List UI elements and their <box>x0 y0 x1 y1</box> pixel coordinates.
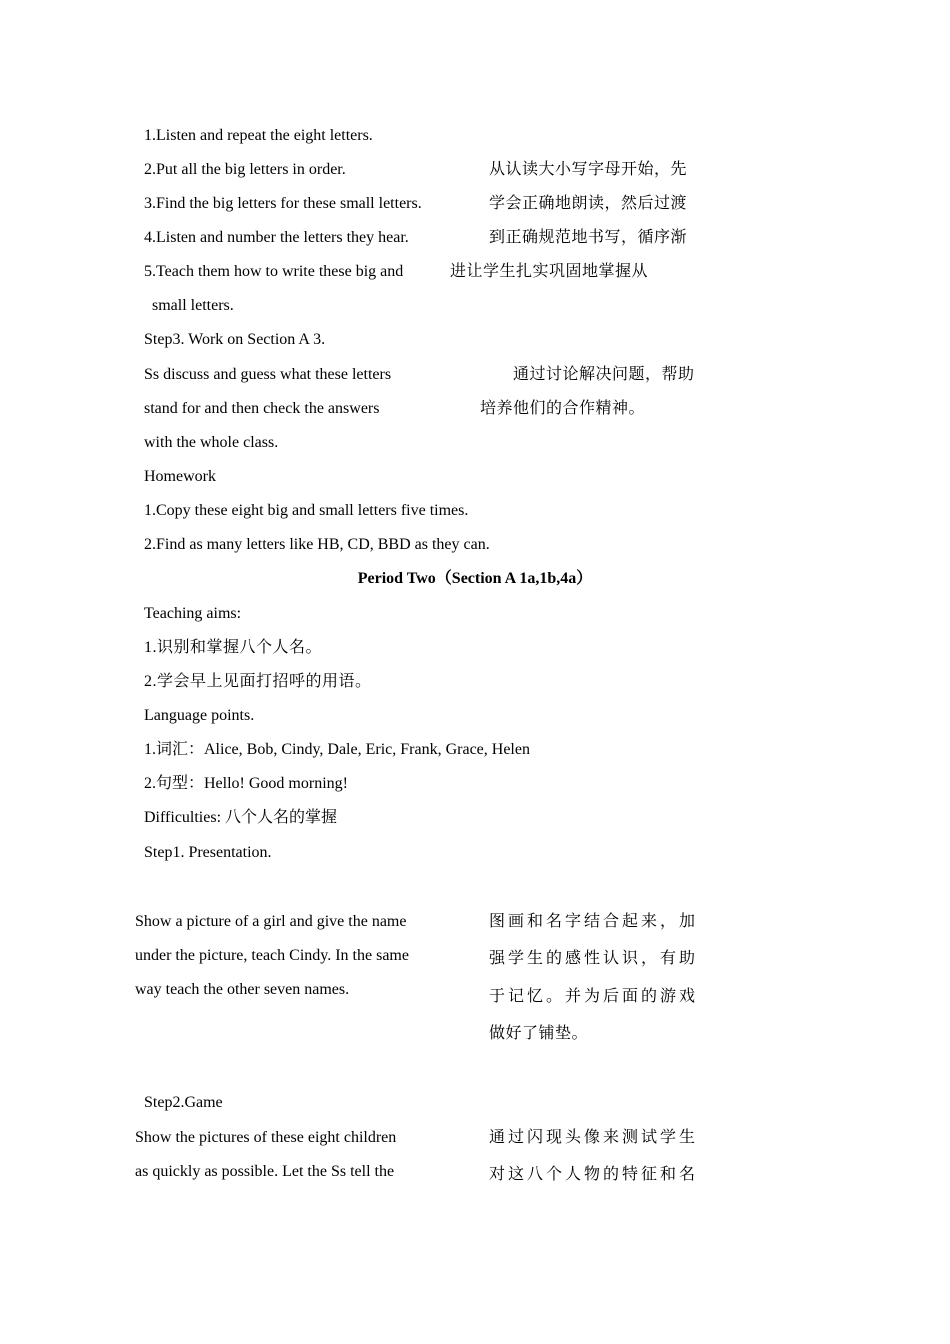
step1-note-line-2: 强学生的感性认识，有助 <box>489 950 699 967</box>
step3-note-line-1: 通过讨论解决问题，帮助 <box>513 366 695 383</box>
activity-line-4: 4.Listen and number the letters they hear. <box>144 229 409 246</box>
homework-item-2: 2.Find as many letters like HB, CD, BBD as they can. <box>144 536 490 553</box>
step3-heading: Step3. Work on Section A 3. <box>144 331 326 348</box>
purpose-note-line-4: 进让学生扎实巩固地掌握从 <box>450 263 649 280</box>
difficulties-line: Difficulties: 八个人名的掌握 <box>144 809 338 826</box>
language-point-vocabulary: 1.词汇：Alice, Bob, Cindy, Dale, Eric, Frank, Grace, Helen <box>144 741 530 758</box>
homework-heading: Homework <box>144 468 216 485</box>
purpose-note-line-1: 从认读大小写字母开始，先 <box>489 161 688 178</box>
step2-line-1: Show the pictures of these eight children <box>135 1129 397 1146</box>
step2-heading: Step2.Game <box>144 1094 223 1111</box>
purpose-note-line-2: 学会正确地朗读，然后过渡 <box>489 195 688 212</box>
step1-note-line-3: 于记忆。并为后面的游戏 <box>489 988 699 1005</box>
period-two-title: Period Two（Section A 1a,1b,4a） <box>357 570 593 587</box>
step3-note-line-2: 培养他们的合作精神。 <box>480 400 646 417</box>
language-point-sentence: 2.句型：Hello! Good morning! <box>144 775 348 792</box>
teaching-aims-heading: Teaching aims: <box>144 605 242 622</box>
step2-note-line-2: 对这八个人物的特征和名 <box>489 1166 699 1183</box>
activity-line-6: small letters. <box>152 297 234 314</box>
step3-line-3: with the whole class. <box>144 434 279 451</box>
activity-line-5: 5.Teach them how to write these big and <box>144 263 404 280</box>
step1-line-2: under the picture, teach Cindy. In the same <box>135 947 409 964</box>
teaching-aim-2: 2.学会早上见面打招呼的用语。 <box>144 673 372 690</box>
homework-item-1: 1.Copy these eight big and small letters five times. <box>144 502 469 519</box>
step1-line-3: way teach the other seven names. <box>135 981 350 998</box>
activity-line-3: 3.Find the big letters for these small letters. <box>144 195 422 212</box>
purpose-note-line-3: 到正确规范地书写，循序渐 <box>489 229 688 246</box>
step3-line-1: Ss discuss and guess what these letters <box>144 366 392 383</box>
teaching-aim-1: 1.识别和掌握八个人名。 <box>144 639 323 656</box>
activity-line-2: 2.Put all the big letters in order. <box>144 161 346 178</box>
step3-line-2: stand for and then check the answers <box>144 400 380 417</box>
step1-note-line-1: 图画和名字结合起来，加 <box>489 913 699 930</box>
step1-note-line-4: 做好了铺垫。 <box>489 1025 589 1042</box>
step2-line-2: as quickly as possible. Let the Ss tell the <box>135 1163 395 1180</box>
step1-line-1: Show a picture of a girl and give the name <box>135 913 407 930</box>
step2-note-line-1: 通过闪现头像来测试学生 <box>489 1129 699 1146</box>
step1-heading: Step1. Presentation. <box>144 844 272 861</box>
activity-line-1: 1.Listen and repeat the eight letters. <box>144 127 373 144</box>
language-points-heading: Language points. <box>144 707 255 724</box>
